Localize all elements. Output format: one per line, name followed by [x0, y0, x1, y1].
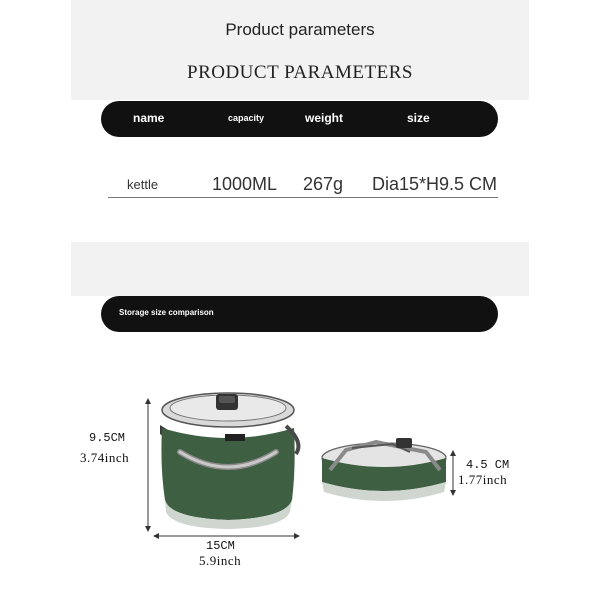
- open-height-inch: 3.74inch: [80, 450, 130, 465]
- open-kettle-image: [160, 393, 298, 529]
- cell-weight: 267g: [303, 174, 344, 194]
- width-cm: 15CM: [206, 539, 235, 553]
- open-height-cm: 9.5CM: [89, 431, 126, 445]
- header-name: name: [133, 111, 165, 125]
- header-size: size: [407, 111, 430, 125]
- header-weight: weight: [305, 111, 343, 125]
- width-inch: 5.9inch: [199, 553, 242, 568]
- folded-height-cm: 4.5 CM: [466, 458, 510, 472]
- folded-height-inch: 1.77inch: [458, 472, 508, 487]
- page-subtitle: PRODUCT PARAMETERS: [187, 62, 413, 83]
- cell-size: Dia15*H9.5 CM: [372, 174, 498, 194]
- storage-label: Storage size comparison: [119, 308, 214, 317]
- folded-kettle-image: [322, 438, 446, 501]
- cell-capacity: 1000ML: [212, 174, 278, 194]
- header-capacity: capacity: [228, 113, 265, 123]
- page-title: Product parameters: [225, 20, 375, 39]
- cell-name: kettle: [127, 177, 159, 192]
